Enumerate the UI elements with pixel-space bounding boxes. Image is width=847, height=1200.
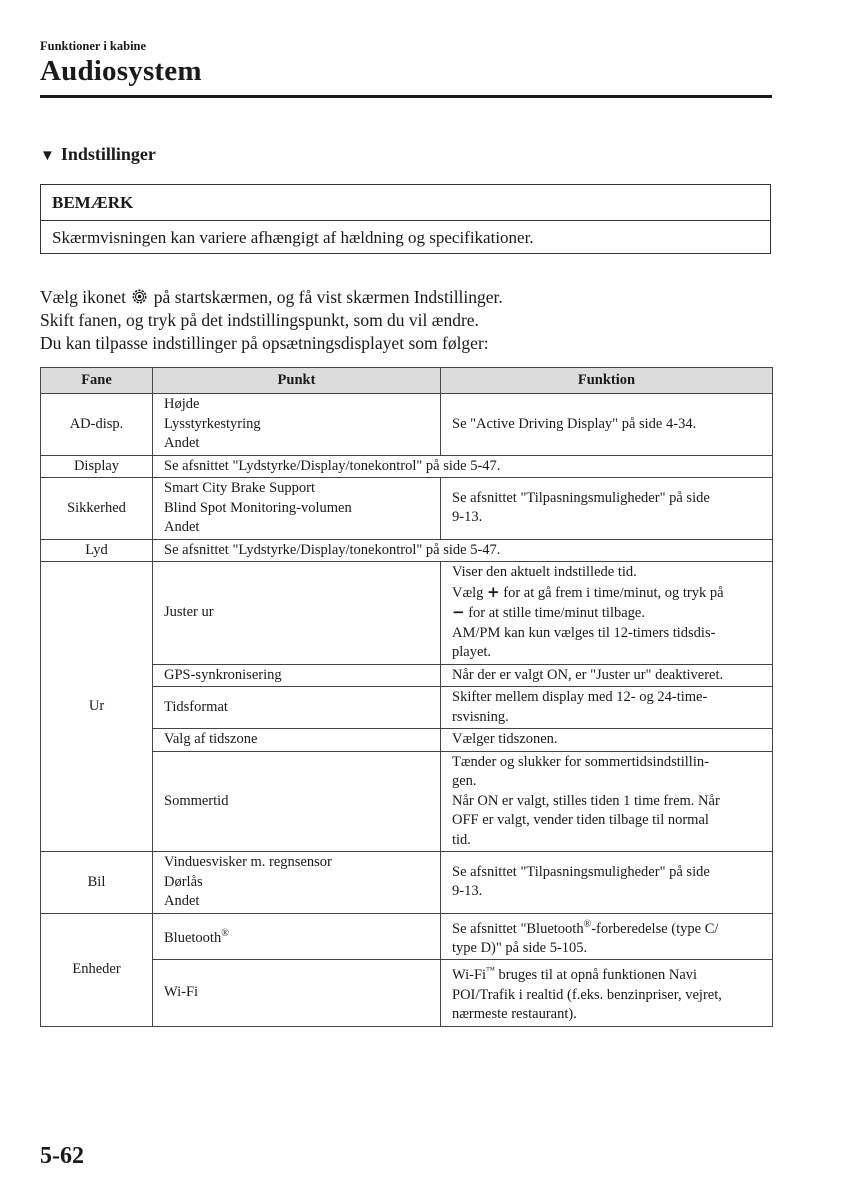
funktion-line: POI/Trafik i realtid (f.eks. benzinpriser, vejret,: [452, 986, 722, 1003]
punkt-item: Vinduesvisker m. regnsensor: [164, 854, 332, 870]
fane-sikkerhed: Sikkerhed: [41, 478, 153, 540]
punkt-cell: Tidsformat: [153, 687, 441, 729]
funktion-line: Se afsnittet "Tilpasningsmuligheder" på side: [452, 489, 710, 506]
funktion-cell: [441, 562, 773, 665]
punkt-text: Bluetooth: [164, 930, 222, 947]
punkt-cell: Sommertid: [153, 751, 441, 852]
punkt-cell: [153, 394, 441, 456]
funktion-line: Viser den aktuelt indstillede tid.: [452, 564, 637, 580]
punkt-item: Blind Spot Monitoring-volumen: [164, 499, 352, 516]
funktion-cell: [441, 913, 773, 960]
table-row-ad-disp: [41, 394, 773, 456]
table-row-display: [41, 455, 773, 478]
funktion-line: 9-13.: [452, 509, 483, 526]
title-divider: [40, 95, 772, 98]
trademark-mark: ™: [486, 965, 495, 976]
funktion-line: 9-13.: [452, 883, 483, 900]
minus-icon: −: [452, 603, 465, 621]
funktion-text: bruges til at opnå funktionen Navi: [494, 967, 698, 984]
note-box: [40, 184, 771, 254]
lyd-reference: Se afsnittet "Lydstyrke/Display/tonekontrol" på side 5-47.: [153, 539, 773, 562]
punkt-item: Andet: [164, 435, 200, 451]
funktion-text: Vælg: [452, 584, 484, 601]
funktion-text: Wi-Fi: [452, 967, 487, 984]
punkt-item: Andet: [164, 519, 200, 535]
settings-table: [40, 367, 773, 1027]
punkt-cell: [153, 852, 441, 914]
punkt-item: Højde: [164, 396, 200, 412]
funktion-line: type D)" på side 5-105.: [452, 939, 588, 956]
funktion-line: [452, 603, 761, 624]
intro-paragraph: [40, 286, 503, 355]
fane-lyd: Lyd: [41, 539, 153, 562]
funktion-cell: Se "Active Driving Display" på side 4-34.: [441, 394, 773, 456]
column-header-fane: Fane: [41, 368, 153, 394]
section-heading-text: Indstillinger: [60, 144, 156, 164]
intro-line-2: Skift fanen, og tryk på det indstillingspunkt, som du vil ændre.: [40, 310, 479, 330]
triangle-down-icon: ▼: [40, 148, 55, 164]
registered-mark: ®: [583, 918, 592, 930]
funktion-cell: [441, 478, 773, 540]
funktion-text: -forberedelse (type C/: [591, 920, 719, 937]
funktion-line: tid.: [452, 831, 471, 848]
fane-ad-disp: AD-disp.: [41, 394, 153, 456]
intro-line-1: [40, 286, 503, 309]
funktion-text: for at stille time/minut tilbage.: [468, 605, 645, 621]
table-row-sikkerhed: [41, 478, 773, 540]
fane-ur: Ur: [41, 562, 153, 852]
breadcrumb: Funktioner i kabine: [40, 39, 147, 53]
table-row-lyd: [41, 539, 773, 562]
registered-mark: ®: [221, 928, 229, 940]
punkt-item: Smart City Brake Support: [164, 480, 316, 496]
punkt-cell: Wi-Fi: [153, 960, 441, 1026]
funktion-line: Når ON er valgt, stilles tiden 1 time frem. Når: [452, 792, 720, 809]
settings-gear-icon: [132, 289, 147, 304]
funktion-text: Se afsnittet "Bluetooth: [452, 920, 584, 937]
funktion-cell: Når der er valgt ON, er "Juster ur" deaktiveret.: [441, 664, 773, 687]
column-header-punkt: Punkt: [153, 368, 441, 394]
punkt-item: Dørlås: [164, 873, 203, 890]
funktion-text: for at gå frem i time/minut, og tryk på: [503, 584, 724, 601]
funktion-line: nærmeste restaurant).: [452, 1006, 577, 1023]
funktion-cell: Vælger tidszonen.: [441, 729, 773, 752]
display-reference: Se afsnittet "Lydstyrke/Display/tonekontrol" på side 5-47.: [153, 455, 773, 478]
table-row-juster-ur: [41, 562, 773, 665]
funktion-line: Skifter mellem display med 12- og 24-time-: [452, 689, 708, 705]
funktion-line: Tænder og slukker for sommertidsindstillin-: [452, 753, 709, 770]
funktion-cell: [441, 751, 773, 852]
funktion-line: playet.: [452, 644, 492, 660]
funktion-line: [452, 583, 761, 604]
funktion-cell: [441, 960, 773, 1026]
punkt-cell: Juster ur: [153, 562, 441, 665]
funktion-cell: [441, 687, 773, 729]
section-heading: [40, 144, 156, 165]
funktion-line: AM/PM kan kun vælges til 12-timers tidsdis-: [452, 624, 716, 641]
fane-bil: Bil: [41, 852, 153, 914]
punkt-cell: [153, 913, 441, 960]
fane-enheder: Enheder: [41, 913, 153, 1026]
funktion-line: [452, 961, 761, 985]
punkt-cell: [153, 478, 441, 540]
funktion-line: Se afsnittet "Tilpasningsmuligheder" på side: [452, 863, 710, 880]
page-number: 5-62: [40, 1143, 84, 1169]
intro-line-1-start: Vælg ikonet: [40, 287, 127, 307]
funktion-line: gen.: [452, 773, 477, 789]
note-title: BEMÆRK: [41, 185, 770, 221]
punkt-item: Lysstyrkestyring: [164, 415, 261, 432]
punkt-cell: GPS-synkronisering: [153, 664, 441, 687]
table-row-bluetooth: [41, 913, 773, 960]
funktion-line: OFF er valgt, vender tiden tilbage til normal: [452, 812, 709, 828]
funktion-line: rsvisning.: [452, 708, 509, 725]
intro-line-1-end: på startskærmen, og få vist skærmen Indstillinger.: [153, 287, 503, 307]
punkt-cell: Valg af tidszone: [153, 729, 441, 752]
plus-icon: +: [487, 582, 500, 601]
funktion-cell: [441, 852, 773, 914]
table-header-row: [41, 368, 773, 394]
page-title: Audiosystem: [40, 55, 202, 87]
table-row-bil: [41, 852, 773, 914]
intro-line-3: Du kan tilpasse indstillinger på opsætningsdisplayet som følger:: [40, 333, 489, 353]
punkt-item: Andet: [164, 893, 200, 909]
funktion-line: [452, 915, 761, 939]
note-text: Skærmvisningen kan variere afhængigt af hældning og specifikationer.: [52, 228, 534, 247]
column-header-funktion: Funktion: [441, 368, 773, 394]
fane-display: Display: [41, 455, 153, 478]
